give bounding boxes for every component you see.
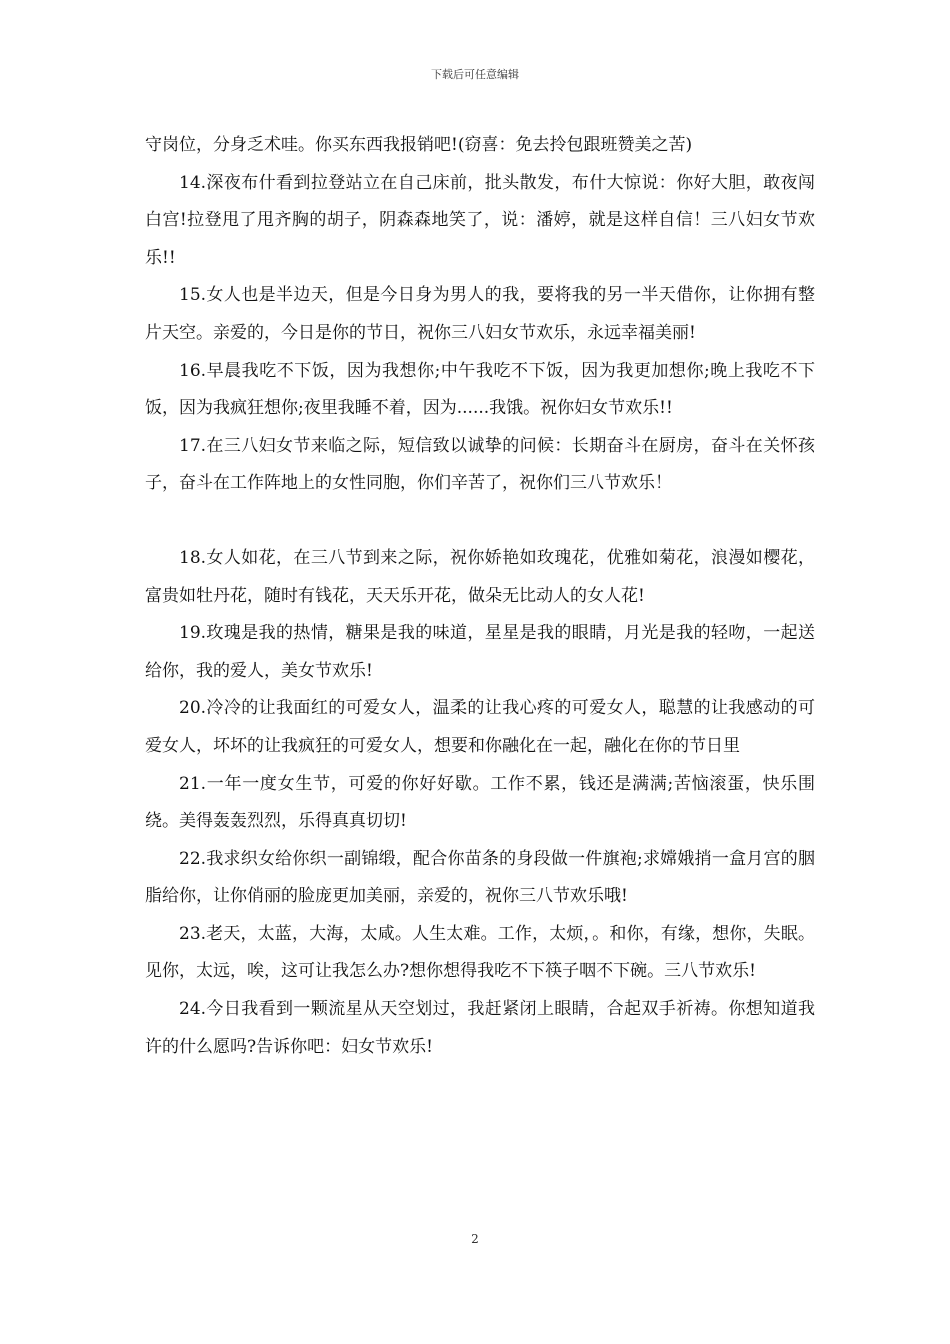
document-body [145,127,815,1066]
paragraph-16: 16.早晨我吃不下饭，因为我想你;中午我吃不下饭，因为我更加想你;晚上我吃不下饭，因为我疯狂想你;夜里我睡不着，因为......我饿。祝你妇女节欢乐!! [145,360,815,419]
paragraph-21: 21.一年一度女生节，可爱的你好好歇。工作不累，钱还是满满;苦恼滚蛋，快乐围绕。美得轰轰烈烈，乐得真真切切! [145,773,815,832]
paragraph-17: 17.在三八妇女节来临之际，短信致以诚挚的问候：长期奋斗在厨房，奋斗在关怀孩子，奋斗在工作阵地上的女性同胞，你们辛苦了，祝你们三八节欢乐！ [145,435,815,494]
page-number: 2 [471,1232,479,1246]
paragraph-18: 18.女人如花，在三八节到来之际，祝你娇艳如玫瑰花，优雅如菊花，浪漫如樱花，富贵如牡丹花，随时有钱花，天天乐开花，做朵无比动人的女人花! [145,547,815,606]
paragraph-22: 22.我求织女给你织一副锦缎，配合你苗条的身段做一件旗袍;求嫦娥捎一盒月宫的胭脂给你，让你俏丽的脸庞更加美丽，亲爱的，祝你三八节欢乐哦! [145,848,815,907]
page-header: 下载后可任意编辑 [431,68,519,81]
paragraph-19: 19.玫瑰是我的热情，糖果是我的味道，星星是我的眼睛，月光是我的轻吻，一起送给你，我的爱人，美女节欢乐! [145,623,815,681]
paragraph-20: 20.冷冷的让我面红的可爱女人，温柔的让我心疼的可爱女人，聪慧的让我感动的可爱女人，坏坏的让我疯狂的可爱女人，想要和你融化在一起，融化在你的节日里 [145,698,815,756]
paragraph-24: 24.今日我看到一颗流星从天空划过，我赶紧闭上眼睛，合起双手祈祷。你想知道我许的什么愿吗?告诉你吧：妇女节欢乐! [145,999,815,1057]
paragraph-continuation: 守岗位，分身乏术哇。你买东西我报销吧!(窃喜：免去拎包跟班赞美之苦) [145,135,693,155]
paragraph-14: 14.深夜布什看到拉登站立在自己床前，批头散发，布什大惊说：你好大胆，敢夜闯白宫!拉登甩了甩齐胸的胡子，阴森森地笑了，说：潘婷，就是这样自信！三八妇女节欢乐!! [145,172,815,268]
blank-line [145,503,815,540]
paragraph-23: 23.老天，太蓝，大海，太咸。人生太难。工作，太烦，。和你，有缘，想你，失眠。见你，太远，唉，这可让我怎么办?想你想得我吃不下筷子咽不下碗。三八节欢乐! [145,923,815,982]
paragraph-15: 15.女人也是半边天，但是今日身为男人的我，要将我的另一半天借你，让你拥有整片天空。亲爱的，今日是你的节日，祝你三八妇女节欢乐，永远幸福美丽! [145,285,815,343]
